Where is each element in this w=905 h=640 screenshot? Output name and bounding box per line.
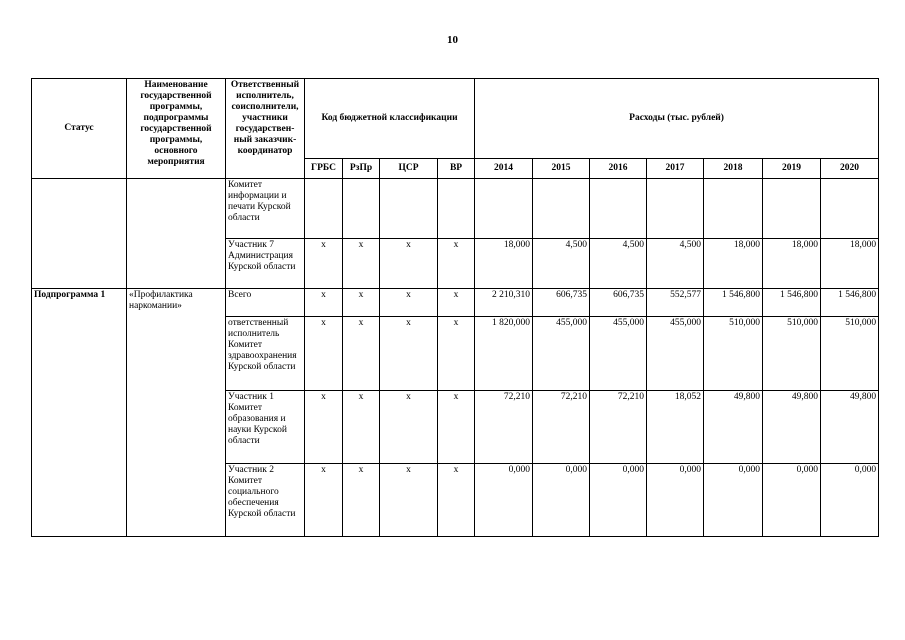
header-year: 2016 [590, 159, 647, 179]
value-cell [821, 179, 879, 239]
value-cell: 4,500 [647, 239, 704, 289]
rzpr-cell [343, 179, 380, 239]
grbs-cell: x [305, 239, 343, 289]
page-number: 10 [447, 34, 458, 46]
value-cell: 0,000 [475, 464, 533, 537]
executor-cell: Комитет информации и печати Курской области [226, 179, 305, 239]
executor-cell: Участник 7 Администрация Курской области [226, 239, 305, 289]
value-cell [647, 179, 704, 239]
executor-cell: ответственный исполнитель Комитет здравоохранения Курской области [226, 317, 305, 391]
grbs-cell: x [305, 289, 343, 317]
header-name: Наименование государственной программы, подпрограммы государственной программы, основного мероприятия [127, 79, 226, 179]
value-cell: 0,000 [647, 464, 704, 537]
table-row [32, 289, 879, 317]
value-cell: 0,000 [763, 464, 821, 537]
value-cell: 72,210 [533, 391, 590, 464]
value-cell: 1 820,000 [475, 317, 533, 391]
value-cell: 552,577 [647, 289, 704, 317]
rzpr-cell: x [343, 317, 380, 391]
grbs-cell [305, 179, 343, 239]
header-grbs: ГРБС [305, 159, 343, 179]
header-vr: ВР [438, 159, 475, 179]
value-cell: 455,000 [590, 317, 647, 391]
value-cell: 510,000 [704, 317, 763, 391]
csr-cell [380, 179, 438, 239]
value-cell: 1 546,800 [763, 289, 821, 317]
vr-cell: x [438, 464, 475, 537]
header-status: Статус [32, 79, 127, 179]
value-cell: 455,000 [647, 317, 704, 391]
header-budget-code: Код бюджетной классификации [305, 79, 475, 159]
header-year: 2014 [475, 159, 533, 179]
rzpr-cell: x [343, 289, 380, 317]
vr-cell: x [438, 289, 475, 317]
vr-cell [438, 179, 475, 239]
value-cell: 72,210 [475, 391, 533, 464]
value-cell: 0,000 [704, 464, 763, 537]
rzpr-cell: x [343, 464, 380, 537]
value-cell: 4,500 [590, 239, 647, 289]
value-cell: 1 546,800 [704, 289, 763, 317]
value-cell [475, 179, 533, 239]
csr-cell: x [380, 464, 438, 537]
name-cell: «Профилактика наркомании» [127, 289, 226, 537]
value-cell [763, 179, 821, 239]
header-year: 2015 [533, 159, 590, 179]
value-cell: 606,735 [533, 289, 590, 317]
rzpr-cell: x [343, 239, 380, 289]
grbs-cell: x [305, 391, 343, 464]
value-cell: 18,000 [704, 239, 763, 289]
executor-cell: Участник 1 Комитет образования и науки Курской области [226, 391, 305, 464]
value-cell: 49,800 [763, 391, 821, 464]
header-csr: ЦСР [380, 159, 438, 179]
value-cell [704, 179, 763, 239]
budget-table [31, 78, 879, 537]
header-rzpr: РзПр [343, 159, 380, 179]
value-cell [590, 179, 647, 239]
value-cell: 606,735 [590, 289, 647, 317]
value-cell: 49,800 [821, 391, 879, 464]
value-cell: 0,000 [533, 464, 590, 537]
csr-cell: x [380, 391, 438, 464]
vr-cell: x [438, 317, 475, 391]
grbs-cell: x [305, 464, 343, 537]
vr-cell: x [438, 391, 475, 464]
value-cell: 18,000 [763, 239, 821, 289]
executor-cell: Всего [226, 289, 305, 317]
csr-cell: x [380, 317, 438, 391]
grbs-cell: x [305, 317, 343, 391]
csr-cell: x [380, 289, 438, 317]
value-cell: 1 546,800 [821, 289, 879, 317]
value-cell: 49,800 [704, 391, 763, 464]
value-cell: 2 210,310 [475, 289, 533, 317]
value-cell: 455,000 [533, 317, 590, 391]
header-year: 2020 [821, 159, 879, 179]
name-cell [127, 179, 226, 289]
header-year: 2017 [647, 159, 704, 179]
header-year: 2019 [763, 159, 821, 179]
rzpr-cell: x [343, 391, 380, 464]
executor-cell: Участник 2 Комитет социального обеспечения Курской области [226, 464, 305, 537]
value-cell: 72,210 [590, 391, 647, 464]
value-cell: 4,500 [533, 239, 590, 289]
header-executor: Ответственный исполнитель, соисполнители, участники государствен-ный заказчик-координатор [226, 79, 305, 179]
header-expenses: Расходы (тыс. рублей) [475, 79, 879, 159]
value-cell: 18,052 [647, 391, 704, 464]
value-cell: 510,000 [763, 317, 821, 391]
value-cell: 0,000 [590, 464, 647, 537]
status-cell [32, 179, 127, 289]
value-cell: 18,000 [821, 239, 879, 289]
header-year: 2018 [704, 159, 763, 179]
table-row [32, 179, 879, 239]
value-cell [533, 179, 590, 239]
value-cell: 510,000 [821, 317, 879, 391]
value-cell: 18,000 [475, 239, 533, 289]
value-cell: 0,000 [821, 464, 879, 537]
status-cell: Подпрограмма 1 [32, 289, 127, 537]
header-row [32, 79, 879, 159]
csr-cell: x [380, 239, 438, 289]
vr-cell: x [438, 239, 475, 289]
